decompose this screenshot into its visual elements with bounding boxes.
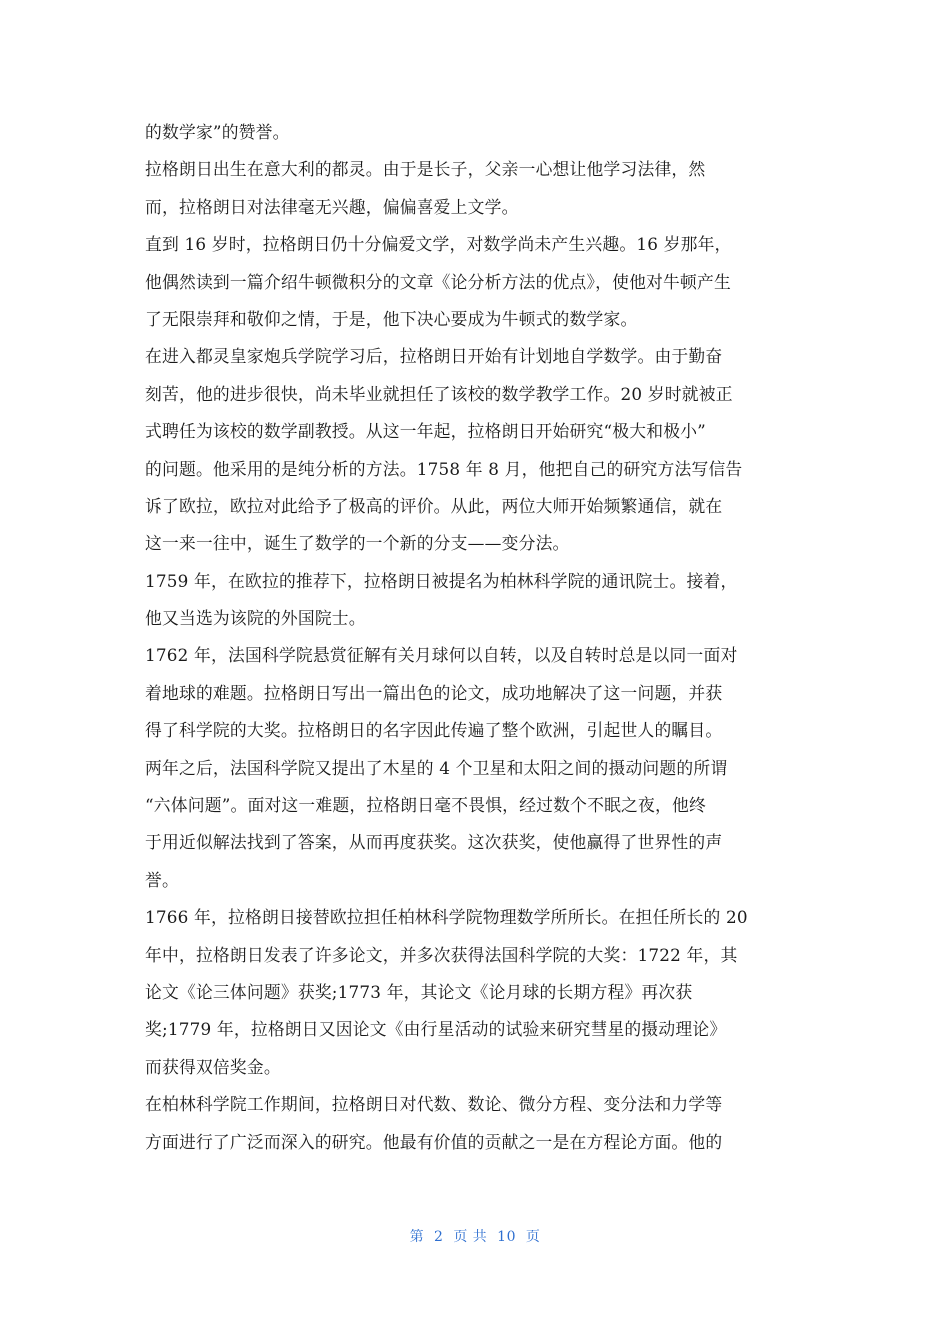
text-line: 直到 16 岁时，拉格朗日仍十分偏爱文学，对数学尚未产生兴趣。16 岁那年， bbox=[145, 234, 732, 255]
text-line: 刻苦，他的进步很快，尚未毕业就担任了该校的数学教学工作。20 岁时就被正 bbox=[145, 383, 733, 404]
text-line: 年中，拉格朗日发表了许多论文，并多次获得法国科学院的大奖：1722 年，其 bbox=[145, 944, 738, 965]
text-line: 1766 年，拉格朗日接替欧拉担任柏林科学院物理数学所所长。在担任所长的 20 bbox=[145, 907, 748, 928]
text-line: 的数学家”的赞誉。 bbox=[145, 122, 290, 142]
text-line: “六体问题”。面对这一难题，拉格朗日毫不畏惧，经过数个不眠之夜，他终 bbox=[145, 795, 706, 816]
text-line: 着地球的难题。拉格朗日写出一篇出色的论文，成功地解决了这一问题，并获 bbox=[145, 682, 723, 703]
text-line: 在柏林科学院工作期间，拉格朗日对代数、数论、微分方程、变分法和力学等 bbox=[145, 1094, 723, 1115]
text-line: 而，拉格朗日对法律毫无兴趣，偏偏喜爱上文学。 bbox=[145, 196, 519, 217]
text-line: 1762 年，法国科学院悬赏征解有关月球何以自转，以及自转时总是以同一面对 bbox=[145, 645, 738, 666]
text-line: 式聘任为该校的数学副教授。从这一年起，拉格朗日开始研究“极大和极小” bbox=[145, 421, 706, 442]
text-line: 拉格朗日出生在意大利的都灵。由于是长子，父亲一心想让他学习法律，然 bbox=[145, 159, 706, 180]
page-number-footer: 第 2 页 共 10 页 bbox=[409, 1229, 541, 1245]
text-line: 论文《论三体问题》获奖;1773 年，其论文《论月球的长期方程》再次获 bbox=[145, 981, 693, 1002]
text-line: 而获得双倍奖金。 bbox=[145, 1056, 281, 1077]
body-text bbox=[145, 114, 805, 1161]
text-line: 了无限崇拜和敬仰之情，于是，他下决心要成为牛顿式的数学家。 bbox=[145, 308, 638, 329]
text-line: 得了科学院的大奖。拉格朗日的名字因此传遍了整个欧洲，引起世人的瞩目。 bbox=[145, 720, 723, 741]
text-line: 誉。 bbox=[145, 869, 179, 890]
text-line: 1759 年，在欧拉的推荐下，拉格朗日被提名为柏林科学院的通讯院士。接着， bbox=[145, 570, 738, 591]
text-line: 在进入都灵皇家炮兵学院学习后，拉格朗日开始有计划地自学数学。由于勤奋 bbox=[145, 346, 723, 367]
text-line: 于用近似解法找到了答案，从而再度获奖。这次获奖，使他赢得了世界性的声 bbox=[145, 832, 723, 853]
text-line: 他又当选为该院的外国院士。 bbox=[145, 608, 366, 629]
text-line: 这一来一往中，诞生了数学的一个新的分支——变分法。 bbox=[145, 533, 570, 554]
text-line: 方面进行了广泛而深入的研究。他最有价值的贡献之一是在方程论方面。他的 bbox=[145, 1131, 723, 1152]
text-line: 诉了欧拉，欧拉对此给予了极高的评价。从此，两位大师开始频繁通信，就在 bbox=[145, 495, 723, 516]
text-line: 他偶然读到一篇介绍牛顿微积分的文章《论分析方法的优点》，使他对牛顿产生 bbox=[145, 271, 731, 292]
text-line: 奖;1779 年，拉格朗日又因论文《由行星活动的试验来研究彗星的摄动理论》 bbox=[145, 1019, 727, 1040]
text-line: 两年之后，法国科学院又提出了木星的 4 个卫星和太阳之间的摄动问题的所谓 bbox=[145, 757, 728, 778]
text-line: 的问题。他采用的是纯分析的方法。1758 年 8 月，他把自己的研究方法写信告 bbox=[145, 458, 743, 479]
